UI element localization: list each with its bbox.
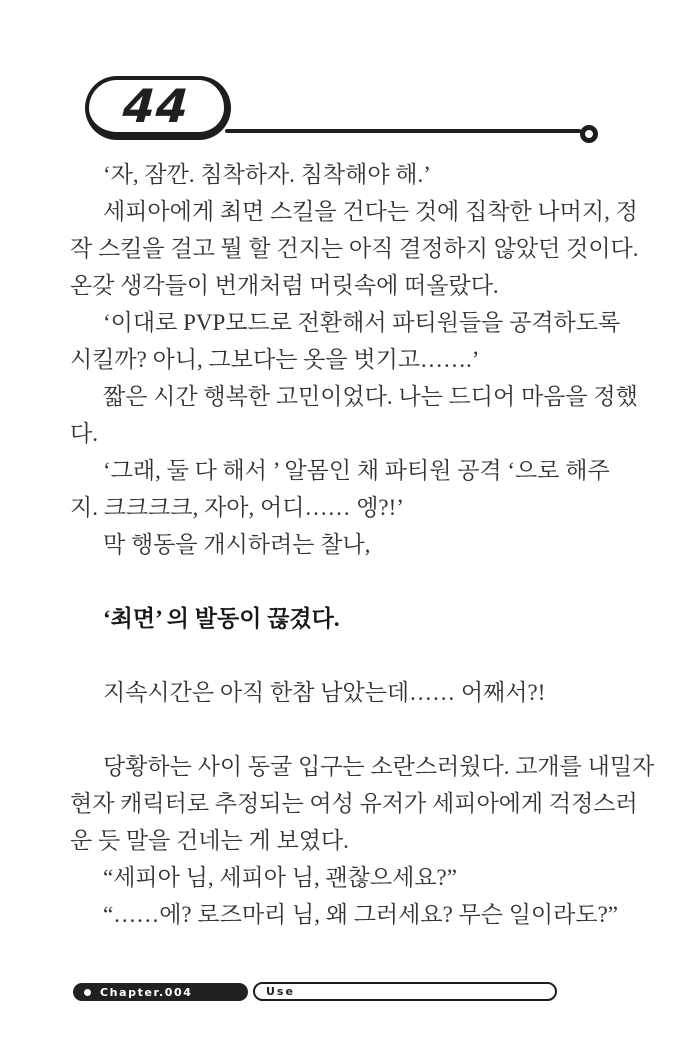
header-rule-end-ring-icon (580, 125, 598, 143)
text-line: 세피아에게 최면 스킬을 건다는 것에 집착한 나머지, 정 (103, 199, 638, 224)
text-line: 막 행동을 개시하려는 찰나, (103, 532, 371, 557)
text-line: “세피아 님, 세피아 님, 괜찮으세요?” (103, 865, 457, 890)
text-line: ‘자, 잠깐. 침착하자. 침착해야 해.’ (103, 162, 431, 187)
running-footer-label: Use (266, 985, 295, 998)
text-line: ‘이대로 PVP모드로 전환해서 파티원들을 공격하도록 (103, 310, 621, 335)
text-line: ‘그래, 둘 다 해서 ’ 알몸인 채 파티원 공격 ‘으로 해주 (103, 458, 610, 483)
text-line: 짧은 시간 행복한 고민이었다. 나는 드디어 마음을 정했 (103, 384, 638, 409)
chapter-bullet-icon (84, 989, 91, 996)
text-line: 다. (70, 421, 98, 446)
text-line: 지. 크크크크, 자아, 어디…… 엥?!’ (70, 495, 404, 520)
header-rule (225, 129, 581, 133)
chapter-label: Chapter.004 (100, 985, 193, 999)
text-line: 시킬까? 아니, 그보다는 옷을 벗기고…….’ (70, 347, 480, 372)
body-text (70, 156, 655, 933)
text-line: 현자 캐릭터로 추정되는 여성 유저가 세피아에게 걱정스러 (70, 791, 638, 816)
text-line: 운 듯 말을 건네는 게 보였다. (70, 828, 349, 853)
page-number: 44 (121, 79, 192, 133)
text-line: 지속시간은 아직 한참 남았는데…… 어째서?! (103, 680, 546, 705)
chapter-badge (73, 983, 248, 1001)
text-line: 온갖 생각들이 번개처럼 머릿속에 떠올랐다. (70, 273, 499, 298)
text-line: 당황하는 사이 동굴 입구는 소란스러웠다. 고개를 내밀자 (103, 754, 655, 779)
text-line: 작 스킬을 걸고 뭘 할 건지는 아직 결정하지 않았던 것이다. (70, 236, 639, 261)
text-line: “……에? 로즈마리 님, 왜 그러세요? 무슨 일이라도?” (103, 902, 618, 927)
running-footer-badge (253, 982, 557, 1001)
page-number-badge (85, 76, 231, 140)
text-line: ‘최면’ 의 발동이 끊겼다. (103, 606, 340, 631)
